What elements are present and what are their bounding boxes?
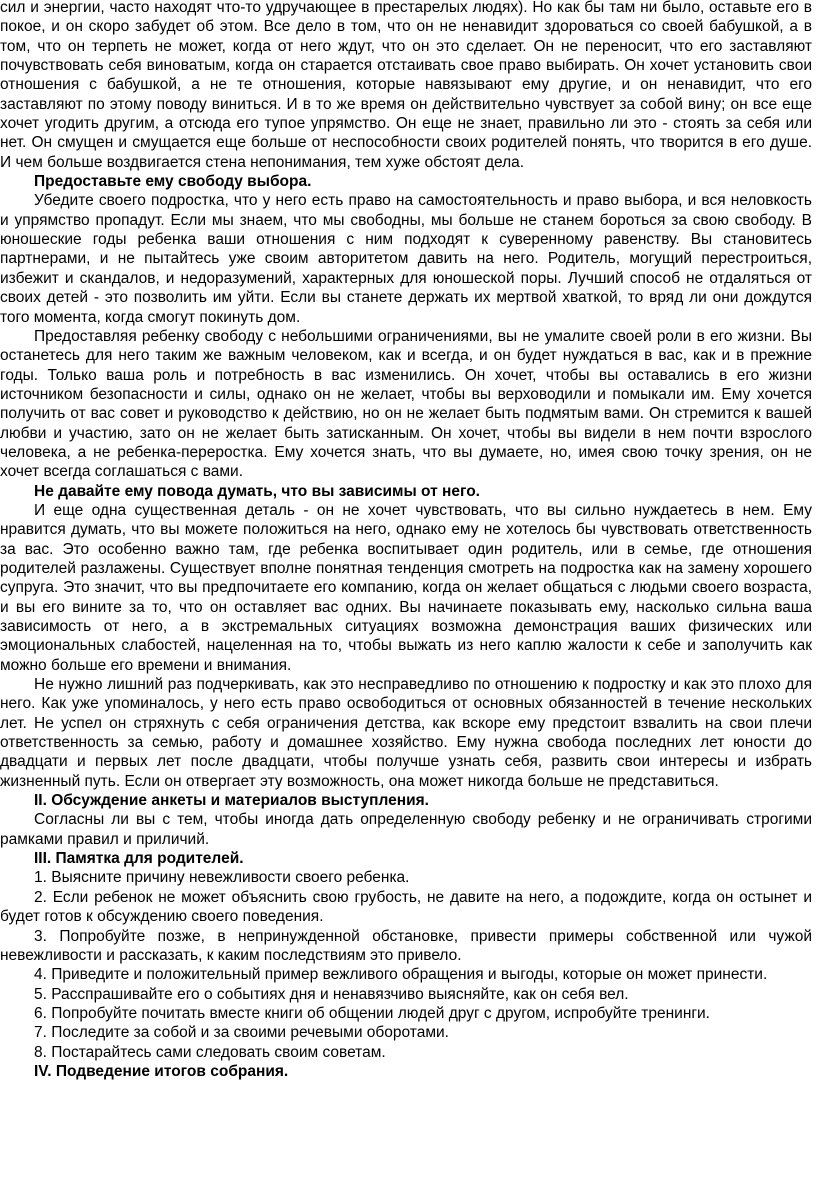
memo-item-2: 2. Если ребенок не может объяснить свою грубость, не давите на него, а подождите, когда он остынет и будет готов к обсуждению своего поведения.: [0, 888, 812, 926]
memo-item-1: 1. Выясните причину невежливости своего ребенка.: [34, 869, 410, 887]
paragraph-important-detail: И еще одна существенная деталь - он не хочет чувствовать, что вы сильно нуждаетесь в нем. Ему нравится думать, что вы можете положиться на него, однако ему не хотелось бы чувствовать ответственность за вас. Это особенно важно там, где ребенка воспитывает один родитель, или в семье, где отношения родителей разлажены. Существует вполне понятная тенденция смотреть на подростка как на замену хорошего супруга. Это значит, что вы предпочитаете его компанию, когда он желает общаться с людьми своего возраста, и вы его вините за то, что он оставляет вас одних. Вы начинаете показывать ему, насколько сильна ваша зависимость от него, а в экстремальных ситуациях возможна демонстрация ваших физических или эмоциональных слабостей, нацеленная на то, чтобы выжать из него каплю жалости к себе и заполучить как можно больше его времени и внимания.: [0, 501, 812, 674]
section-heading-freedom-of-choice: Предоставьте ему свободу выбора.: [34, 173, 312, 191]
paragraph-giving-freedom: Предоставляя ребенку свободу с небольшими ограничениями, вы не умалите своей роли в его жизни. Вы останетесь для него таким же важным человеком, как и всегда, и он будет нуждаться в вас, как и в прежние годы. Только ваша роль и потребность в вас изменились. Он хочет, чтобы вы оставались в его жизни источником безопасности и силы, однако он не желает, чтобы вы верховодили и помыкали им. Ему хочется получить от вас совет и руководство к действию, но он не желает быть подмятым вами. Он стремится к вашей любви и участию, зато он не желает быть затисканным. Он хочет, чтобы вы видели в нем почти взрослого человека, а не ребенка-переростка. Ему хочется знать, что вы думаете, но, имея свою точку зрения, он не хочет всегда соглашаться с вами.: [0, 327, 812, 481]
paragraph-discussion-question: Согласны ли вы с тем, чтобы иногда дать определенную свободу ребенку и не ограничивать строгими рамками правил и приличий.: [0, 811, 812, 848]
section-heading-dependence: Не давайте ему повода думать, что вы зависимы от него.: [34, 482, 480, 500]
memo-item-8: 8. Постарайтесь сами следовать своим советам.: [34, 1043, 386, 1061]
paragraph-convince-teen: Убедите своего подростка, что у него есть право на самостоятельность и право выбора, и вся неловкость и упрямство пропадут. Если мы знаем, что мы свободны, мы больше не станем бороться за свою свободу. В юношеские годы ребенка ваши отношения с ним подходят к суверенному равенству. Вы становитесь партнерами, и не пытайтесь уже своим авторитетом давить на него. Родитель, могущий перестроиться, избежит и скандалов, и недоразумений, характерных для юношеской поры. Лучший способ не отдаляться от своих детей - это позволить им уйти. Если вы станете держать их мертвой хваткой, то вряд ли они дождутся того момента, когда смогут покинуть дом.: [0, 192, 812, 326]
section-heading-discussion: II. Обсуждение анкеты и материалов выступления.: [34, 792, 429, 810]
paragraph-unfair-to-teen: Не нужно лишний раз подчеркивать, как это несправедливо по отношению к подростку и как это плохо для него. Как уже упоминалось, у него есть право освободиться от основных обязанностей в течение нескольких лет. Не успел он стряхнуть с себя ограничения детства, как вскоре ему предстоит взвалить на свои плечи ответственность за семью, работу и домашнее хозяйство. Ему нужна свобода последних лет юности до двадцати и первых лет после двадцати, чтобы получше узнать себя, развить свои интересы и избрать жизненный путь. Если он отвергает эту возможность, она может никогда больше не представиться.: [0, 676, 812, 790]
memo-item-3: 3. Попробуйте позже, в непринужденной обстановке, привести примеры собственной или чужой невежливости и рассказать, к каким последствиям это привело.: [0, 927, 812, 964]
memo-item-4: 4. Приведите и положительный пример вежливого обращения и выгоды, которые он может принести.: [34, 966, 768, 984]
memo-item-7: 7. Последите за собой и за своими речевыми оборотами.: [34, 1024, 449, 1042]
paragraph-continuation: сил и энергии, часто находят что-то удручающее в престарелых людях). Но как бы там ни было, оставьте его в покое, и он скоро забудет об этом. Все дело в том, что он не ненавидит здороваться со своей бабушкой, а в том, что он терпеть не может, когда от него ждут, что он это сделает. Он не переносит, что его заставляют почувствовать себя виноватым, когда он старается отстаивать свое право выбирать. Он хочет установить свои отношения с бабушкой, а не те отношения, которые навязывают ему другие, и он ненавидит, что его заставляют по этому поводу виниться. И в то же время он действительно чувствует за собой вину; он все еще хочет угодить другим, а отсюда его тупое упрямство. Он еще не знает, правильно ли это - стоять за себя или нет. Он смущен и смущается еще больше от неспособности своих родителей понять, что творится в его душе. И чем больше воздвигается стена непонимания, тем хуже обстоят дела.: [0, 0, 812, 171]
memo-item-5: 5. Расспрашивайте его о событиях дня и ненавязчиво выясняйте, как он себя вел.: [34, 985, 629, 1003]
memo-item-6: 6. Попробуйте почитать вместе книги об общении людей друг с другом, испробуйте тренинги.: [34, 1004, 710, 1022]
section-heading-summary: IV. Подведение итогов собрания.: [34, 1062, 289, 1080]
section-heading-parent-memo: III. Памятка для родителей.: [34, 850, 244, 868]
